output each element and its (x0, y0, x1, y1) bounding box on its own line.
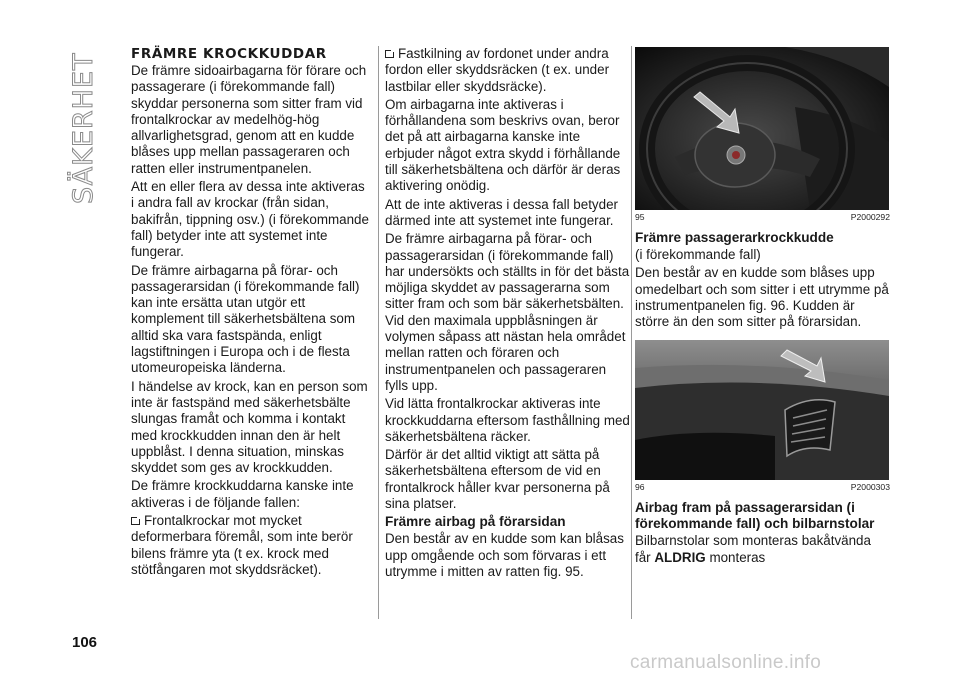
paragraph: Om airbagarna inte aktiveras i förhållandena som beskrivs ovan, beror det på att airbagarna kanske inte erbjuder något extra skydd i förhållande till säkerhetsbältena och därför är deras aktivering onödig. (385, 96, 621, 194)
paragraph: Därför är det alltid viktigt att sätta på säkerhetsbältena eftersom de vid en frontalkrock håller kvar personerna på sina platser. (385, 447, 610, 512)
paragraph: Vid lätta frontalkrockar aktiveras inte krockkuddarna eftersom fasthållning med säkerhetsbältena räcker. (385, 396, 630, 444)
bullet-text: Frontalkrockar mot mycket deformerbara föremål, som inte berör bilens främre yta (t ex. krock med stötfångaren mot skyddsräcket). (131, 513, 353, 577)
figure-caption (635, 482, 890, 492)
column-1 (131, 46, 371, 580)
bullet-square-icon (385, 50, 394, 58)
paragraph (635, 533, 890, 566)
column-3 (635, 47, 890, 568)
paragraph: Den består av en kudde som blåses upp omedelbart och som sitter i ett utrymme på instrumentpanelen fig. 96. Kudden är större än den som sitter på förarsidan. (635, 265, 889, 330)
bullet-item (131, 513, 371, 578)
bullet-item (385, 46, 630, 95)
page-number: 106 (72, 634, 98, 651)
heading-driver-airbag: Främre airbag på förarsidan (385, 514, 566, 530)
emphasis-never: ALDRIG (654, 549, 706, 565)
steering-wheel-image (635, 47, 889, 210)
figure-number: 95 (635, 212, 645, 222)
figure-95-steering-wheel (635, 47, 889, 210)
watermark: carmanualsonline.info (630, 652, 822, 673)
heading-front-airbags: FRÄMRE KROCKKUDDAR (131, 46, 327, 62)
figure-code: P2000303 (850, 482, 890, 493)
dashboard-image (635, 340, 889, 480)
column-divider (378, 46, 379, 619)
figure-caption (635, 212, 890, 222)
bullet-text: Fastkilning av fordonet under andra fordon eller skyddsräcken (t ex. under lastbilar eller skyddsräcke). (385, 46, 610, 94)
heading-passenger-airbag: Främre passagerarkrockkudde (635, 230, 834, 245)
text-run: Bilbarnstolar som monteras bakåtvända får (635, 533, 871, 565)
paragraph: I händelse av krock, kan en person som inte är fastspänd med säkerhetsbälte slungas framåt och komma i kontakt med krockkudden innan den är helt uppblåst. I denna situation, minskas skyddet som ges av krockkudden. (131, 378, 368, 476)
figure-number: 96 (635, 482, 645, 493)
paragraph: De främre airbagarna på förar- och passagerarsidan (i förekommande fall) har undersökts och ställts in för det bästa möjliga skyddet av passagerarna som sitter fram och som bär säkerhetsbälten. Vid den maximala uppblåsningen är volymen såpass att nästan hela området mellan ratten och föraren och instrumentpanelen och passageraren fylls upp. (385, 231, 630, 393)
bullet-square-icon (131, 517, 140, 525)
paragraph: Att en eller flera av dessa inte aktiveras i andra fall av krockar (från sidan, bakifrån, tippning osv.) (i förekommande fall) betyder inte att systemet inte fungerar. (131, 179, 369, 260)
text-run: monteras (709, 549, 766, 565)
heading-passenger-airbag-child-seats: Airbag fram på passagerarsidan (i förekommande fall) och bilbarnstolar (635, 500, 875, 532)
figure-code: P2000292 (850, 212, 890, 222)
paragraph: De främre krockkuddarna kanske inte aktiveras i de följande fallen: (131, 478, 354, 510)
paragraph: Den består av en kudde som kan blåsas upp omgående och som förvaras i ett utrymme i mitten av ratten fig. 95. (385, 531, 624, 579)
subheading: (i förekommande fall) (635, 247, 761, 262)
paragraph: De främre airbagarna på förar- och passagerarsidan (i förekommande fall) kan inte ersätta utan utgör ett komplement till säkerhetsbältena som alltid ska vara fastspända, enligt lagstiftningen i Europa och i de flesta utomeuropeiska länderna. (131, 262, 360, 376)
column-divider (631, 46, 632, 619)
section-title-vertical: SÄKERHET (68, 52, 99, 204)
column-2 (385, 46, 630, 582)
paragraph: Att de inte aktiveras i dessa fall betyder därmed inte att systemet inte fungerar. (385, 196, 618, 228)
paragraph: De främre sidoairbagarna för förare och passagerare (i förekommande fall) skyddar personerna som sitter fram vid frontalkrockar av medelhög-hög allvarlighetsgrad, genom att en kudde blåses upp mellan passageraren och ratten eller instrumentpanelen. (131, 63, 367, 176)
figure-96-dashboard (635, 340, 889, 480)
